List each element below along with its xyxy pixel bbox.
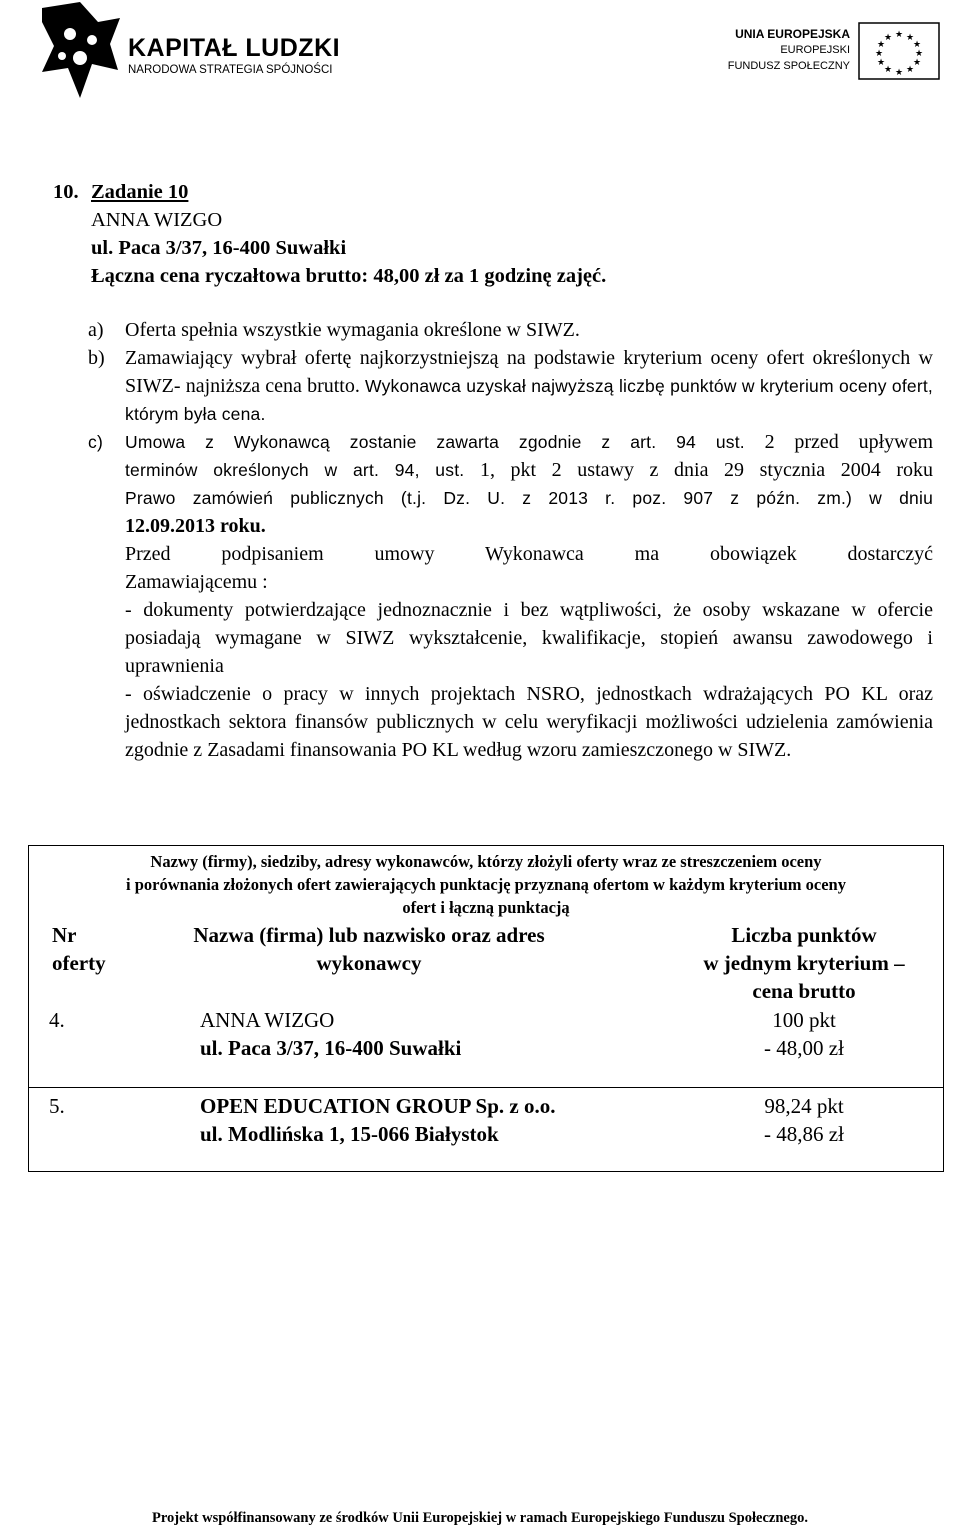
header-points-line2: w jednym kryterium – <box>703 951 905 975</box>
svg-text:★: ★ <box>876 58 886 68</box>
kapital-ludzki-logo <box>40 0 370 105</box>
svg-text:★: ★ <box>905 65 915 75</box>
row-4-address: ul. Paca 3/37, 16-400 Suwałki <box>200 1036 462 1060</box>
svg-text:★: ★ <box>912 40 922 50</box>
item-b-part1: Zamawiający wybrał ofertę najkorzystniejszą na podstawie kryterium oceny ofert określonych w SIWZ- najniższa cena brutto. <box>125 347 933 397</box>
decision-list <box>88 316 933 764</box>
task-address: ul. Paca 3/37, 16-400 Suwałki <box>91 237 347 259</box>
row-5-nr: 5. <box>49 1094 65 1118</box>
header-points <box>659 921 949 1005</box>
header-nr-line2: oferty <box>52 951 106 975</box>
eu-logo-line2: EUROPEJSKI <box>780 44 850 56</box>
eu-logo-line3: FUNDUSZ SPOŁECZNY <box>727 60 850 72</box>
logo-title: KAPITAŁ LUDZKI <box>128 34 341 62</box>
item-a <box>88 316 933 344</box>
item-c-part4: 1, pkt 2 ustawy z dnia 29 stycznia 2004 roku <box>479 459 934 481</box>
header-nr <box>52 921 106 977</box>
item-c-doc2: - oświadczenie o pracy w innych projektach NSRO, jednostkach wdrażających PO KL oraz jednostkach sektora finansów publicznych w celu weryfikacji możliwości udzielenia zamówienia zgodnie z Zasadami finansowania PO KL według wzoru zamieszczonego w SIWZ. <box>125 683 933 761</box>
task-title: Zadanie 10 <box>91 181 189 203</box>
eu-logo-line1: UNIA EUROPEJSKA <box>735 27 850 41</box>
eu-flag-icon <box>858 22 940 80</box>
item-b <box>88 344 933 428</box>
svg-text:★: ★ <box>883 33 893 43</box>
header-name <box>139 921 599 977</box>
row-4-nr: 4. <box>49 1008 65 1032</box>
svg-text:★: ★ <box>883 65 893 75</box>
svg-text:★: ★ <box>876 40 886 50</box>
svg-text:★: ★ <box>894 30 904 40</box>
item-c-part5: Prawo zamówień publicznych (t.j. Dz. U. z 2013 r. poz. 907 z późn. zm.) w dniu <box>125 488 933 508</box>
item-a-text: Oferta spełnia wszystkie wymagania określone w SIWZ. <box>125 319 580 341</box>
row-5-name: OPEN EDUCATION GROUP Sp. z o.o. <box>200 1094 556 1118</box>
svg-text:★: ★ <box>912 58 922 68</box>
row-4-points: 100 pkt <box>772 1008 836 1032</box>
item-c-doc1: - dokumenty potwierdzające jednoznacznie i bez wątpliwości, że osoby wskazane w ofercie posiadają wymagane w SIWZ wykształcenie, kwalifikacje, stopień awansu zawodowego i uprawnienia <box>125 599 933 677</box>
eu-logo <box>718 22 940 82</box>
svg-text:★: ★ <box>874 49 884 59</box>
table-caption-line2: i porównania złożonych ofert zawierających punktację przyznaną ofertom w każdym kryterium oceny <box>126 875 846 894</box>
eu-logo-text <box>728 26 850 74</box>
item-b-part2: Wykonawca uzyskał najwyższą liczbę punktów w kryterium oceny ofert, którym była cena. <box>125 376 933 424</box>
svg-text:★: ★ <box>894 68 904 78</box>
kapital-ludzki-star-icon <box>40 0 122 100</box>
footer-note: Projekt współfinansowany ze środków Unii Europejskiej w ramach Europejskiego Funduszu Społecznego. <box>152 1510 808 1526</box>
row-4-price: - 48,00 zł <box>764 1036 844 1060</box>
row-5-points: 98,24 pkt <box>764 1094 844 1118</box>
header-points-line3: cena brutto <box>752 979 856 1003</box>
header-points-line1: Liczba punktów <box>731 923 877 947</box>
svg-text:★: ★ <box>914 49 924 59</box>
header-nr-line1: Nr <box>52 923 77 947</box>
item-c-part2: 2 przed upływem <box>764 431 934 453</box>
item-c-part1: Umowa z Wykonawcą zostanie zawarta zgodnie z art. 94 ust. <box>125 432 745 452</box>
table-caption-line3: ofert i łączną punktacją <box>402 898 570 917</box>
row-5-price: - 48,86 zł <box>764 1122 844 1146</box>
header-name-line1: Nazwa (firma) lub nazwisko oraz adres <box>193 923 545 947</box>
row-5-address: ul. Modlińska 1, 15-066 Białystok <box>200 1122 499 1146</box>
item-c-part3: terminów określonych w art. 94, ust. <box>125 460 465 480</box>
table-caption-line1: Nazwy (firmy), siedziby, adresy wykonawców, którzy złożyli oferty wraz ze streszczeniem oceny <box>150 852 822 871</box>
item-c <box>88 428 933 764</box>
item-c-before-signing: Przed podpisaniem umowy Wykonawca ma obowiązek dostarczyć <box>125 543 933 565</box>
header-name-line2: wykonawcy <box>316 951 422 975</box>
item-c-to-whom: Zamawiającemu : <box>125 571 268 593</box>
row-divider <box>29 1087 943 1088</box>
item-b-label: b) <box>88 347 105 369</box>
item-a-label: a) <box>88 319 104 341</box>
task-heading <box>53 178 606 290</box>
offers-table <box>28 845 944 1172</box>
svg-text:★: ★ <box>905 33 915 43</box>
logo-subtitle: NARODOWA STRATEGIA SPÓJNOŚCI <box>128 64 333 76</box>
item-c-date: 12.09.2013 roku. <box>125 515 266 537</box>
row-4-name: ANNA WIZGO <box>200 1008 335 1032</box>
task-price: Łączna cena ryczałtowa brutto: 48,00 zł za 1 godzinę zajęć. <box>91 265 607 287</box>
item-c-label: c) <box>88 432 103 452</box>
table-caption <box>29 850 943 919</box>
task-number: 10. <box>53 181 79 203</box>
task-contractor: ANNA WIZGO <box>91 209 223 231</box>
